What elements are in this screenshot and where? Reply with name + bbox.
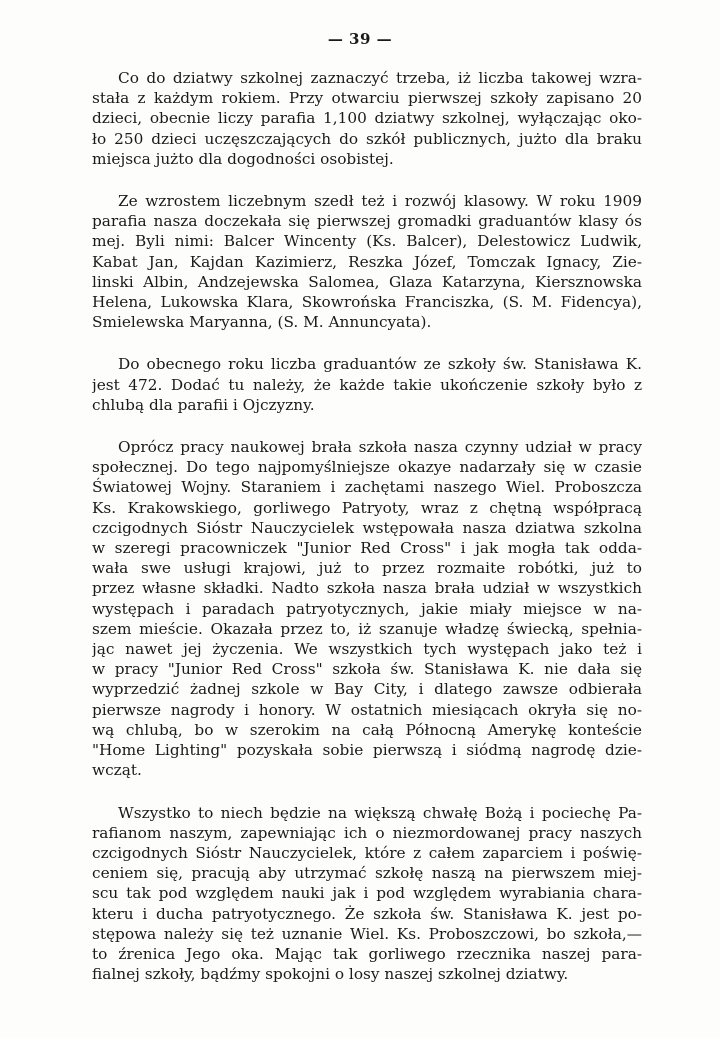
text-line: dzieci, obecnie liczy parafia 1,100 dziatwy szkolnej, wyłączając oko- [92, 109, 642, 128]
paragraph-gap [92, 415, 642, 437]
paragraph [92, 354, 642, 415]
text-line: społecznej. Do tego najpomyślniejsze okazye nadarzały się w czasie [92, 458, 642, 477]
text-line: stała z każdym rokiem. Przy otwarciu pierwszej szkoły zapisano 20 [92, 89, 642, 108]
text-line: wyprzedzić żadnej szkole w Bay City, i dlatego zawsze odbierała [92, 680, 642, 699]
text-line: Wszystko to niech będzie na większą chwałę Bożą i pociechę Pa- [118, 803, 642, 822]
text-line: Do obecnego roku liczba graduantów ze szkoły św. Stanisława K. [118, 355, 642, 374]
text-line: scu tak pod względem nauki jak i pod względem wyrabiania chara- [92, 884, 642, 903]
text-line: Oprócz pracy naukowej brała szkoła nasza czynny udział w pracy [118, 438, 642, 457]
paragraph-gap [92, 781, 642, 803]
page-number: — 39 — [327, 30, 393, 48]
paragraph [92, 191, 642, 332]
text-line: stępowa należy się też uznanie Wiel. Ks. Proboszczowi, bo szkoła,— [92, 924, 642, 943]
paragraph [92, 68, 642, 169]
paragraph-gap [92, 169, 642, 191]
text-line: jest 472. Dodać tu należy, że każde takie ukończenie szkoły było z [92, 375, 642, 394]
text-line: fialnej szkoły, bądźmy spokojni o losy naszej szkolnej dziatwy. [92, 965, 569, 984]
text-line: pierwsze nagrody i honory. W ostatnich miesiącach okryła się no- [92, 700, 642, 719]
text-line: parafia nasza doczekała się pierwszej gromadki graduantów klasy ós [92, 212, 642, 231]
text-line: ło 250 dzieci uczęszczających do szkół publicznych, jużto dla braku [92, 129, 642, 148]
text-line: szem mieście. Okazała przez to, iż szanuje władzę świecką, spełnia- [92, 619, 642, 638]
text-line: występach i paradach patryotycznych, jakie miały miejsce w na- [92, 599, 642, 618]
text-line: "Home Lighting" pozyskała sobie pierwszą i siódmą nagrodę dzie- [92, 741, 642, 760]
text-line: mej. Byli nimi: Balcer Wincenty (Ks. Balcer), Delestowicz Ludwik, [92, 232, 642, 251]
text-line: linski Albin, Andzejewska Salomea, Glaza Katarzyna, Kiersznowska [92, 272, 642, 291]
text-line: w pracy "Junior Red Cross" szkoła św. Stanisława K. nie dała się [92, 660, 642, 679]
text-line: Światowej Wojny. Staraniem i zachętami naszego Wiel. Proboszcza [92, 478, 642, 497]
text-line: Co do dziatwy szkolnej zaznaczyć trzeba, iż liczba takowej wzra- [118, 69, 642, 87]
text-line: Kabat Jan, Kajdan Kazimierz, Reszka Józef, Tomczak Ignacy, Zie- [92, 252, 642, 271]
text-line: rafianom naszym, zapewniając ich o niezmordowanej pracy naszych [92, 823, 642, 842]
paragraph [92, 803, 642, 985]
text-line: przez własne składki. Nadto szkoła nasza brała udział w wszystkich [92, 579, 642, 598]
text-line: Ze wzrostem liczebnym szedł też i rozwój klasowy. W roku 1909 [118, 192, 642, 211]
text-line: Ks. Krakowskiego, gorliwego Patryoty, wraz z chętną współpracą [92, 498, 642, 517]
text-line: miejsca jużto dla dogodności osobistej. [92, 149, 394, 168]
text-line: wą chlubą, bo w szerokim na całą Północną Amerykę konteście [92, 720, 642, 739]
paragraph [92, 437, 642, 780]
text-line: wała swe usługi krajowi, już to przez rozmaite robótki, już to [92, 559, 642, 578]
text-line: kteru i ducha patryotycznego. Że szkoła św. Stanisława K. jest po- [92, 904, 642, 923]
text-line: chlubą dla parafii i Ojczyzny. [92, 395, 315, 414]
text-line: czcigodnych Sióstr Nauczycielek, które z całem zaparciem i poświę- [92, 843, 642, 862]
text-line: czcigodnych Sióstr Nauczycielek wstępowała nasza dziatwa szkolna [92, 518, 642, 537]
text-line: w szeregi pracowniczek "Junior Red Cross" i jak mogła tak odda- [92, 539, 642, 558]
text-line: Helena, Lukowska Klara, Skowrońska Franciszka, (S. M. Fidencya), [92, 293, 642, 312]
paragraph-gap [92, 332, 642, 354]
text-line: Smielewska Maryanna, (S. M. Annuncyata). [92, 313, 432, 332]
text-line: to źrenica Jego oka. Mając tak gorliwego rzecznika naszej para- [92, 944, 642, 963]
text-line: ceniem się, pracują aby utrzymać szkołę naszą na pierwszem miej- [92, 864, 642, 883]
text-line: jąc nawet jej życzenia. We wszystkich tych występach jako też i [92, 640, 642, 659]
text-body [92, 68, 642, 984]
text-line: wcząt. [92, 761, 142, 780]
